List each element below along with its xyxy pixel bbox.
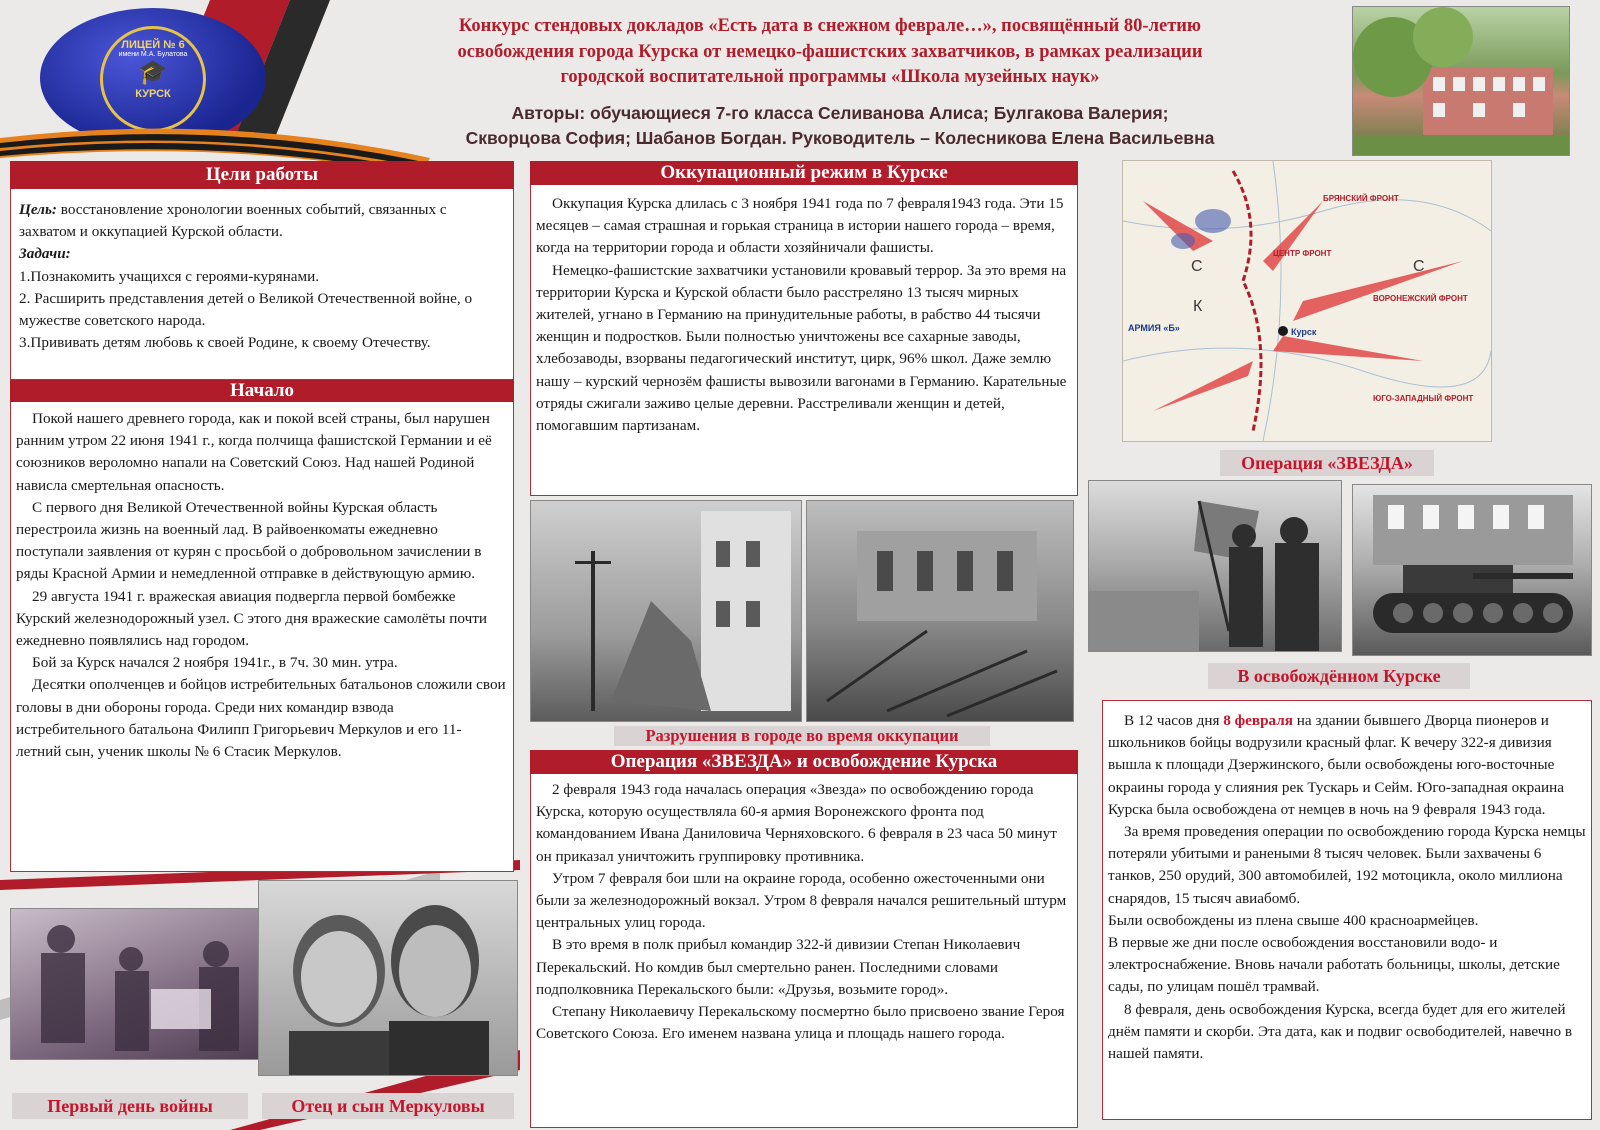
authors-line-1: Авторы: обучающиеся 7-го класса Селиванова Алиса; Булгакова Валерия;	[511, 103, 1169, 123]
goal-text: восстановление хронологии военных событий, связанных с захватом и оккупацией Курской области.	[19, 201, 447, 241]
liberated-caption: В освобождённом Курске	[1208, 663, 1470, 689]
logo-sub-text: имени М.А. Булатова	[118, 51, 188, 58]
operation-paragraph: В это время в полк прибыл командир 322-й дивизии Степан Николаевич Перекальский. Но комдив был смертельно ранен. Последними словами подполковника Перекальского были: «Друзья, возьмите город».	[536, 936, 1021, 998]
occupation-body	[536, 193, 1072, 437]
contest-title	[370, 14, 1290, 91]
map-label-s2: С	[1413, 258, 1425, 275]
occupation-title: Оккупационный режим в Курске	[530, 161, 1078, 185]
liberation-paragraph: Были освобождены из плена свыше 400 красноармейцев.	[1108, 911, 1479, 929]
beginning-paragraph: Десятки ополченцев и бойцов истребительных батальонов сложили свои головы в дни обороны города. Среди них командир взвода истребительного батальона Филипп Григорьевич Меркулов и его 11-летний сын, ученик школы № 6 Стасик Меркулов.	[16, 676, 506, 761]
liberation-p1-after: на здании бывшего Дворца пионеров и школьников бойцы водрузили красный флаг. К вечеру 322-я дивизия вышла к площади Дзержинского, были освобождены юго-восточные окраины города у слияния рек Тускарь и Сейм. Юго-западная окраина Курска была освобождена от немцев в ночь на 9 февраля 1943 года.	[1108, 712, 1564, 818]
first-day-of-war-photo	[10, 908, 270, 1060]
operation-map	[1122, 160, 1492, 442]
map-label-kursk: Курск	[1291, 327, 1317, 337]
liberation-paragraph: За время проведения операции по освобождению города Курска немцы потеряли убитыми и ранеными 8 тысяч человек. Были захвачены 6 танков, 250 орудий, 300 автомобилей, 192 мотоцикла, около миллиона снарядов, 15 тысяч авиабомб.	[1108, 823, 1586, 907]
operation-paragraph: Утром 7 февраля бои шли на окраине города, особенно ожесточенными они были за железнодорожный вокзал. Утром 8 февраля начался решительный штурм центральных улиц города.	[536, 869, 1067, 932]
operation-paragraph: Степану Николаевичу Перекальскому посмертно было присвоено звание Героя Советского Союза. Его именем названа улица и площадь нашего города.	[536, 1003, 1065, 1043]
logo-bottom-text: КУРСК	[135, 88, 171, 100]
logo-emblem	[100, 26, 206, 132]
first-day-caption: Первый день войны	[12, 1093, 248, 1119]
destruction-caption: Разрушения в городе во время оккупации	[614, 726, 990, 746]
operation-paragraph: 2 февраля 1943 года началась операция «Звезда» по освобождению города Курска, которую осуществляла 60-я армия Воронежского фронта под командованием Ивана Даниловича Черняховского. 6 февраля в 23 часа 50 минут он приказал уничтожить группировку противника.	[536, 781, 1057, 865]
map-label-army-b: АРМИЯ «Б»	[1128, 323, 1180, 333]
beginning-paragraph: Покой нашего древнего города, как и покой всей страны, был нарушен ранним утром 22 июня 1941 г., когда полчища фашистской Германии и её союзников вероломно напали на Советский Союз. Над нашей Родиной нависла смертельная опасность.	[16, 410, 492, 494]
occupation-paragraph: Немецко-фашистские захватчики установили кровавый террор. За это время на территории Курска и Курской области было расстреляно 13 тысяч мирных жителей, угнано в Германию на принудительные работы, в рабство 44 тысячи женщин и подростков. Были полностью уничтожены все сахарные заводы, хлебозаводы, взорваны педагогический институт, цирк, 96% школ. Даже землю нашу – курский чернозём фашисты вывозили вагонами в Германию. Карательные отряды сжигали заживо целые деревни. Расстреливали женщин и детей, помогавшим партизанам.	[536, 261, 1067, 435]
liberation-paragraph	[1108, 710, 1590, 821]
graduation-cap-icon: 🎓	[138, 59, 168, 86]
beginning-paragraph: С первого дня Великой Отечественной войны Курская область перестроила жизнь на военный лад. В райвоенкоматы ежедневно поступали заявления от курян с просьбой о добровольном зачислении в ряды Красной Армии и немедленной отправке в действующую армию.	[16, 498, 482, 583]
liberation-date-highlight: 8 февраля	[1223, 712, 1293, 729]
map-label-southwest: ЮГО-ЗАПАДНЫЙ ФРОНТ	[1373, 394, 1474, 403]
task-item: 2. Расширить представления детей о Великой Отечественной войне, о мужестве советского народа.	[19, 289, 473, 330]
contest-line-2: освобождения города Курска от немецко-фашистских захватчиков, в рамках реализации	[457, 41, 1203, 62]
liberation-body	[1108, 710, 1590, 1065]
ruins-photo-2	[806, 500, 1074, 722]
operation-title: Операция «ЗВЕЗДА» и освобождение Курска	[530, 750, 1078, 774]
merkulovs-photo	[258, 880, 518, 1076]
tasks-label: Задачи:	[19, 245, 71, 263]
authors-line-2: Скворцова София; Шабанов Богдан. Руководитель – Колесникова Елена Васильевна	[465, 128, 1215, 148]
ruins-photo-1	[530, 500, 802, 722]
task-item: 3.Прививать детям любовь к своей Родине, к своему Отечеству.	[19, 334, 431, 352]
contest-line-1: Конкурс стендовых докладов «Есть дата в снежном феврале…», посвящённый 80-летию	[458, 16, 1202, 36]
liberation-p1-before: В 12 часов дня	[1124, 712, 1224, 729]
school-building-photo	[1352, 6, 1570, 156]
beginning-body	[16, 408, 506, 763]
tank-photo	[1352, 484, 1592, 656]
occupation-paragraph: Оккупация Курска длилась с 3 ноября 1941 года по 7 февраля1943 года. Эти 15 месяцев – самая страшная и горькая страница в истории нашего города – время, когда на территории города и области хозяйничали фашисты.	[536, 195, 1064, 257]
task-item: 1.Познакомить учащихся с героями-курянами.	[19, 267, 320, 285]
goals-body	[19, 199, 505, 354]
beginning-paragraph: 29 августа 1941 г. вражеская авиация подвергла первой бомбежке Курский железнодорожный узел. С этого дня вражеские самолёты почти ежедневно появлялись над городом.	[16, 587, 487, 650]
map-label-k: К	[1193, 298, 1203, 315]
liberation-paragraph: В первые же дни после освобождения восстановили водо- и электроснабжение. Вновь начали работать больницы, школы, детские сады, по улицам пошёл трамвай.	[1108, 934, 1560, 996]
star-caption: Операция «ЗВЕЗДА»	[1220, 450, 1434, 476]
contest-line-3: городской воспитательной программы «Школа музейных наук»	[560, 67, 1100, 87]
authors	[400, 101, 1280, 151]
map-label-bryansk: БРЯНСКИЙ ФРОНТ	[1323, 194, 1399, 203]
merkulovs-caption: Отец и сын Меркуловы	[262, 1093, 514, 1119]
map-label-center: ЦЕНТР ФРОНТ	[1273, 249, 1332, 258]
map-label-s1: С	[1191, 258, 1203, 275]
logo-top-text: ЛИЦЕЙ № 6	[121, 39, 185, 51]
goals-title: Цели работы	[10, 161, 514, 189]
map-label-voronezh: ВОРОНЕЖСКИЙ ФРОНТ	[1373, 294, 1468, 303]
beginning-title: Начало	[10, 380, 514, 402]
flag-raising-photo	[1088, 480, 1342, 652]
liberation-paragraph: 8 февраля, день освобождения Курска, всегда будет для его жителей днём памяти и скорби. Эта дата, как и подвиг освободителей, навечно в нашей памяти.	[1108, 1000, 1573, 1063]
operation-body	[536, 779, 1072, 1045]
beginning-paragraph: Бой за Курск начался 2 ноября 1941г., в 7ч. 30 мин. утра.	[32, 654, 398, 672]
goal-label: Цель:	[19, 201, 57, 218]
